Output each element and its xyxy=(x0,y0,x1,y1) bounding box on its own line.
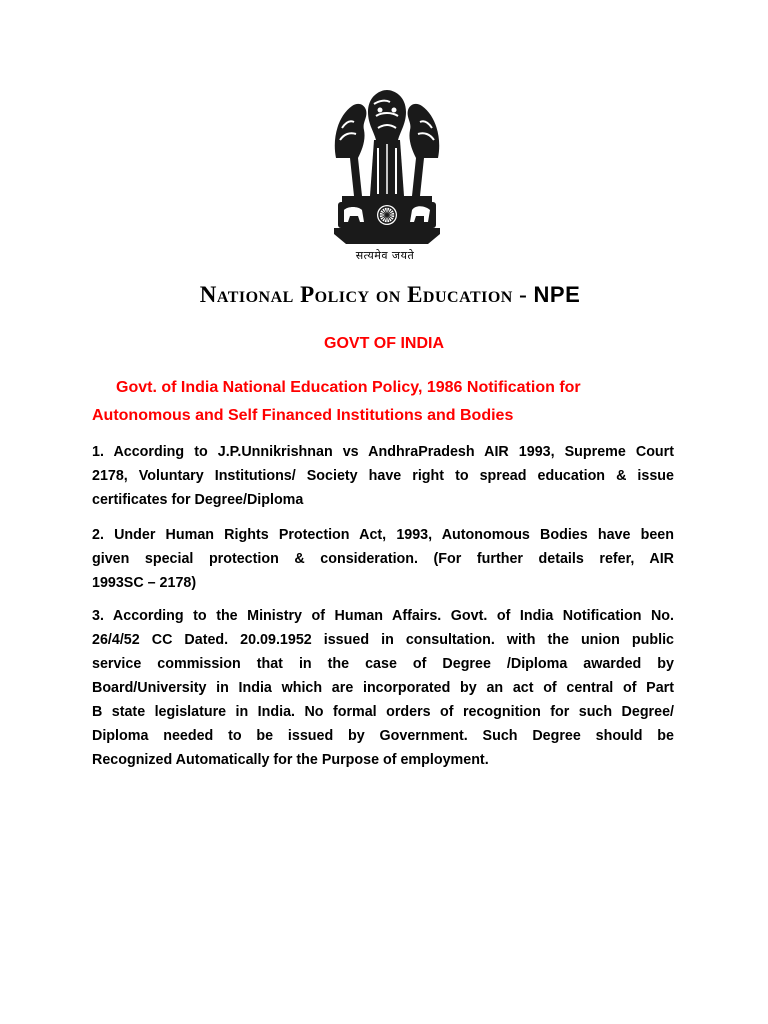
title-main: National Policy on Education - xyxy=(199,282,534,307)
paragraph-line: certificates for Degree/Diploma xyxy=(92,492,304,508)
document-subtitle xyxy=(92,374,692,430)
emblem-motto: सत्यमेव जयते xyxy=(355,249,415,262)
paragraph-line: 3. According to the Ministry of Human Affairs. Govt. of India Notification No. xyxy=(92,608,674,624)
paragraph-line: B state legislature in India. No formal orders of recognition for such Degree/ xyxy=(92,704,674,720)
paragraph-line: 26/4/52 CC Dated. 20.09.1952 issued in consultation. with the union public xyxy=(92,632,674,648)
paragraph-line: 2178, Voluntary Institutions/ Society have right to spread education & issue xyxy=(92,468,674,484)
paragraph-1 xyxy=(92,440,674,512)
paragraph-line: given special protection & consideration. (For further details refer, AIR xyxy=(92,551,674,567)
govt-heading: GOVT OF INDIA xyxy=(324,335,444,352)
subtitle-line-2: Autonomous and Self Financed Institutions and Bodies xyxy=(92,407,514,424)
subtitle-line-1: Govt. of India National Education Policy, 1986 Notification for xyxy=(116,379,581,396)
paragraph-3 xyxy=(92,604,674,772)
paragraph-line: Board/University in India which are incorporated by an act of central of Part xyxy=(92,680,674,696)
document-title xyxy=(160,282,620,308)
paragraph-2 xyxy=(92,523,674,595)
paragraph-line: Diploma needed to be issued by Government. Such Degree should be xyxy=(92,728,674,744)
paragraph-line: service commission that in the case of Degree /Diploma awarded by xyxy=(92,656,674,672)
title-abbreviation: NPE xyxy=(533,282,581,307)
paragraph-line: 1. According to J.P.Unnikrishnan vs AndhraPradesh AIR 1993, Supreme Court xyxy=(92,444,674,460)
paragraph-line: 2. Under Human Rights Protection Act, 1993, Autonomous Bodies have been xyxy=(92,527,674,543)
paragraph-line: Recognized Automatically for the Purpose of employment. xyxy=(92,752,489,768)
paragraph-line: 1993SC – 2178) xyxy=(92,575,197,591)
national-emblem-icon xyxy=(328,88,446,248)
